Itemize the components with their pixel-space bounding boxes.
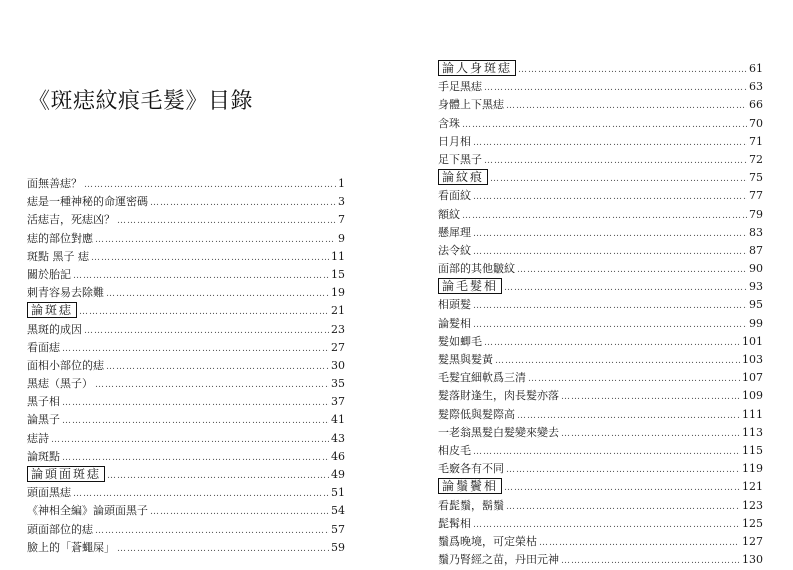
toc-entry-label: 痣是一種神秘的命運密碼: [27, 195, 148, 209]
toc-page-number: 70: [749, 116, 763, 130]
toc-entry-label: 鬚乃腎經之苗，丹田元神: [438, 553, 559, 567]
toc-page-number: 79: [749, 207, 763, 221]
dot-leader: [117, 212, 336, 230]
dot-leader: [517, 261, 747, 279]
toc-page-number: 54: [331, 504, 345, 518]
toc-entry-label: 看面痣: [27, 340, 60, 354]
dot-leader: [518, 61, 747, 79]
toc-entry[interactable]: [438, 551, 763, 569]
dot-leader: [473, 443, 740, 461]
toc-page-number: 95: [749, 298, 763, 312]
toc-page-number: 23: [331, 322, 345, 336]
toc-entry[interactable]: [438, 387, 763, 405]
toc-entry[interactable]: [438, 369, 763, 387]
toc-page-number: 57: [331, 522, 345, 536]
toc-section-heading[interactable]: [438, 278, 763, 296]
toc-section-heading[interactable]: [438, 478, 763, 496]
toc-entry[interactable]: [27, 193, 345, 211]
toc-page-number: 11: [331, 249, 345, 263]
toc-page-number: 107: [742, 371, 763, 385]
section-heading-label: 論斑痣: [27, 302, 77, 318]
toc-entry[interactable]: [27, 502, 345, 520]
toc-entry-label: 髮黑與髮黃: [438, 353, 493, 366]
toc-page-number: 125: [742, 516, 763, 530]
toc-entry[interactable]: [438, 497, 763, 515]
toc-page-number: 19: [331, 286, 345, 300]
toc-page-number: 90: [749, 262, 763, 276]
toc-entry[interactable]: [438, 133, 763, 151]
toc-entry[interactable]: [27, 393, 345, 411]
dot-leader: [506, 498, 740, 516]
dot-leader: [150, 194, 336, 212]
toc-entry-label: 面部的其他皺紋: [438, 262, 515, 276]
section-heading-label: 論紋痕: [438, 169, 488, 185]
toc-entry-label: 黑子相: [27, 395, 60, 409]
toc-page-number: 119: [742, 462, 763, 476]
section-heading-label: 論人身斑痣: [438, 60, 516, 76]
dot-leader: [473, 243, 747, 261]
toc-entry-label: 手足黑痣: [438, 80, 482, 94]
dot-leader: [62, 412, 329, 430]
toc-page-number: 66: [749, 98, 763, 112]
dot-leader: [73, 267, 329, 285]
toc-entry-label: 身體上下黑痣: [438, 98, 504, 112]
dot-leader: [561, 552, 740, 570]
toc-page-number: 1: [338, 177, 345, 190]
toc-page-number: 59: [331, 540, 345, 554]
toc-page-number: 9: [338, 231, 345, 245]
toc-entry-label: 額紋: [438, 207, 460, 221]
section-heading-label: 論頭面斑痣: [27, 466, 105, 482]
toc-entry-label: 面相小部位的痣: [27, 358, 104, 372]
toc-entry-label: 刺青容易去除難: [27, 286, 104, 300]
toc-entry[interactable]: [438, 96, 763, 114]
dot-leader: [73, 485, 329, 503]
toc-entry-label: 論斑點: [27, 449, 60, 463]
dot-leader: [473, 188, 747, 206]
dot-leader: [95, 376, 329, 394]
toc-entry-label: 斑點 黑子 痣: [27, 249, 89, 263]
dot-leader: [504, 279, 747, 297]
toc-entry-label: 面無善痣？: [27, 177, 82, 190]
toc-entry[interactable]: [27, 266, 345, 284]
dot-leader: [484, 79, 747, 97]
dot-leader: [84, 176, 336, 194]
dot-leader: [473, 134, 747, 152]
toc-page-number: 43: [331, 431, 345, 445]
dot-leader: [495, 352, 740, 370]
dot-leader: [473, 516, 740, 534]
toc-page-number: 101: [742, 334, 763, 348]
toc-entry-label: 相頭髮: [438, 298, 471, 312]
dot-leader: [95, 231, 336, 249]
toc-page-number: 37: [331, 395, 345, 409]
toc-entry[interactable]: [438, 460, 763, 478]
dot-leader: [517, 407, 740, 425]
toc-page-number: 61: [749, 62, 763, 75]
toc-entry-label: 活痣吉，死痣凶？: [27, 213, 115, 227]
toc-page-number: 49: [331, 468, 345, 481]
toc-page-number: 71: [749, 134, 763, 148]
toc-entry[interactable]: [438, 187, 763, 205]
left-page: [0, 0, 396, 569]
dot-leader: [484, 152, 747, 170]
toc-entry[interactable]: [438, 260, 763, 278]
toc-entry-label: 毛髮宜細軟爲三清: [438, 371, 526, 385]
toc-entry-label: 黑斑的成因: [27, 322, 82, 336]
toc-entry-label: 毛竅各有不同: [438, 462, 504, 476]
toc-entry-label: 髭髯相: [438, 516, 471, 530]
toc-page-number: 87: [749, 243, 763, 257]
toc-entry[interactable]: [27, 175, 345, 193]
toc-entry[interactable]: [438, 115, 763, 133]
dot-leader: [95, 522, 329, 540]
toc-entry[interactable]: [438, 242, 763, 260]
toc-page-number: 7: [338, 213, 345, 227]
dot-leader: [504, 479, 740, 497]
toc-entry-label: 法令紋: [438, 243, 471, 257]
dot-leader: [473, 316, 747, 334]
dot-leader: [150, 503, 329, 521]
toc-entry-label: 髮落財逢生，肉長髮亦落: [438, 389, 559, 403]
section-heading-label: 論鬚鬢相: [438, 478, 502, 494]
toc-entry[interactable]: [27, 230, 345, 248]
dot-leader: [462, 207, 747, 225]
toc-entry-label: 足下黑子: [438, 152, 482, 166]
toc-entry[interactable]: [438, 424, 763, 442]
toc-entry[interactable]: [438, 406, 763, 424]
toc-entry-label: 關於胎記: [27, 267, 71, 281]
toc-page-number: 27: [331, 340, 345, 354]
toc-entry[interactable]: [438, 296, 763, 314]
toc-list-right: [438, 60, 763, 569]
toc-page-number: 127: [742, 534, 763, 548]
dot-leader: [91, 249, 329, 267]
toc-entry-label: 看髭鬚，鬍鬚: [438, 498, 504, 512]
toc-entry[interactable]: [27, 539, 345, 557]
toc-entry-label: 髮如蝍毛: [438, 334, 482, 348]
toc-entry[interactable]: [438, 315, 763, 333]
toc-entry[interactable]: [438, 515, 763, 533]
dot-leader: [561, 425, 740, 443]
toc-page-number: 63: [749, 80, 763, 94]
dot-leader: [62, 394, 329, 412]
dot-leader: [107, 467, 329, 485]
dot-leader: [473, 297, 747, 315]
toc-entry[interactable]: [27, 484, 345, 502]
toc-page-number: 103: [742, 353, 763, 366]
toc-page-number: 15: [331, 267, 345, 281]
toc-page-number: 35: [331, 377, 345, 391]
toc-entry-label: 含珠: [438, 116, 460, 130]
toc-page-number: 75: [749, 171, 763, 185]
toc-page-number: 3: [338, 195, 345, 209]
toc-entry-label: 鬚爲晚境，可定榮枯: [438, 534, 537, 548]
toc-page-number: 51: [331, 486, 345, 500]
toc-entry[interactable]: [27, 321, 345, 339]
dot-leader: [473, 225, 747, 243]
toc-section-heading[interactable]: [438, 60, 763, 78]
toc-entry[interactable]: [27, 357, 345, 375]
toc-page-number: 77: [749, 189, 763, 203]
dot-leader: [539, 534, 740, 552]
toc-section-heading[interactable]: [27, 466, 345, 484]
dot-leader: [84, 322, 329, 340]
dot-leader: [528, 370, 740, 388]
toc-entry-label: 痣的部位對應: [27, 231, 93, 245]
dot-leader: [490, 170, 747, 188]
toc-entry-label: 《神相全編》論頭面黑子: [27, 504, 148, 518]
toc-entry[interactable]: [438, 151, 763, 169]
dot-leader: [117, 540, 329, 558]
toc-page-number: 93: [749, 280, 763, 294]
toc-page-number: 113: [742, 425, 763, 439]
toc-page-number: 83: [749, 225, 763, 239]
toc-entry[interactable]: [27, 430, 345, 448]
toc-entry[interactable]: [27, 339, 345, 357]
toc-entry-label: 頭面部位的痣: [27, 522, 93, 536]
toc-entry[interactable]: [438, 78, 763, 96]
toc-list-left: [27, 175, 345, 557]
toc-entry[interactable]: [438, 224, 763, 242]
dot-leader: [62, 449, 329, 467]
toc-page-number: 109: [742, 389, 763, 403]
toc-entry-label: 臉上的「蒼蠅屎」: [27, 540, 115, 554]
dot-leader: [79, 303, 329, 321]
toc-entry-label: 一老翁黑髮白髮變來變去: [438, 425, 559, 439]
dot-leader: [484, 334, 740, 352]
dot-leader: [106, 285, 329, 303]
toc-entry[interactable]: [27, 521, 345, 539]
dot-leader: [506, 461, 740, 479]
toc-entry[interactable]: [27, 448, 345, 466]
toc-entry[interactable]: [438, 533, 763, 551]
dot-leader: [106, 358, 329, 376]
section-heading-label: 論毛髮相: [438, 278, 502, 294]
dot-leader: [62, 340, 329, 358]
toc-page-number: 123: [742, 498, 763, 512]
toc-entry[interactable]: [27, 248, 345, 266]
toc-page-number: 21: [331, 304, 345, 318]
toc-page-number: 111: [742, 407, 763, 421]
toc-entry-label: 日月相: [438, 134, 471, 148]
dot-leader: [462, 116, 747, 134]
toc-entry[interactable]: [438, 333, 763, 351]
toc-entry[interactable]: [27, 411, 345, 429]
toc-entry-label: 相皮毛: [438, 443, 471, 457]
toc-entry-label: 髮際低與髮際高: [438, 407, 515, 421]
dot-leader: [51, 431, 329, 449]
dot-leader: [561, 388, 740, 406]
dot-leader: [506, 97, 747, 115]
toc-page-number: 30: [331, 358, 345, 372]
toc-entry-label: 痣詩: [27, 431, 49, 445]
toc-section-heading[interactable]: [438, 169, 763, 187]
toc-page-number: 115: [742, 443, 763, 457]
toc-entry[interactable]: [27, 375, 345, 393]
toc-entry[interactable]: [438, 206, 763, 224]
toc-entry[interactable]: [27, 211, 345, 229]
toc-entry-label: 看面紋: [438, 189, 471, 203]
toc-section-heading[interactable]: [27, 302, 345, 320]
toc-entry-label: 頭面黑痣: [27, 486, 71, 500]
toc-page-number: 130: [742, 553, 763, 567]
toc-entry-label: 論黑子: [27, 413, 60, 427]
toc-entry[interactable]: [438, 442, 763, 460]
toc-page-number: 41: [331, 413, 345, 427]
toc-entry-label: 論髮相: [438, 316, 471, 330]
toc-entry-label: 黑痣（黑子）: [27, 377, 93, 391]
book-title: 《斑痣紋痕毛髮》目錄: [28, 89, 254, 114]
toc-page-number: 72: [749, 152, 763, 166]
toc-entry[interactable]: [438, 351, 763, 369]
toc-page-number: 99: [749, 316, 763, 330]
toc-entry[interactable]: [27, 284, 345, 302]
toc-page-number: 46: [331, 449, 345, 463]
toc-entry-label: 懸犀理: [438, 225, 471, 239]
toc-page-number: 121: [742, 480, 763, 494]
